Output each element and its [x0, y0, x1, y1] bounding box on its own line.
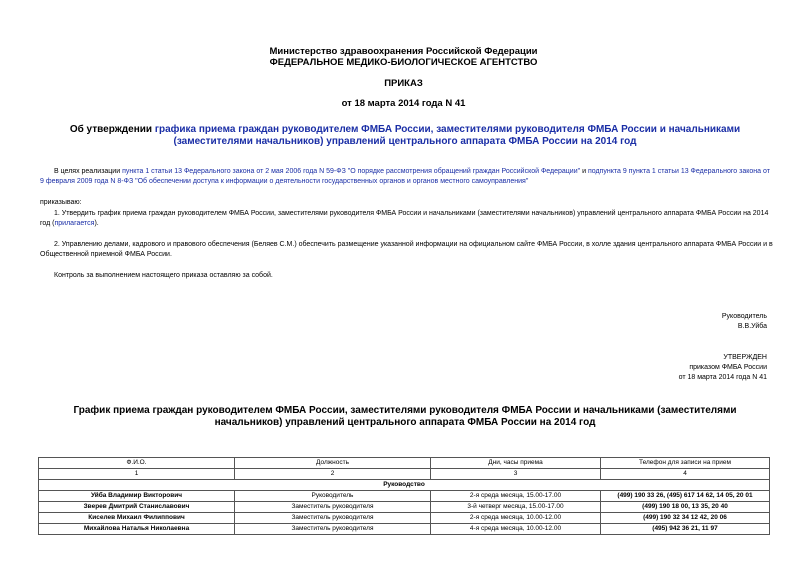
table-row [39, 502, 770, 513]
preamble-link-1[interactable]: пункта 1 статьи 13 Федерального закона от 2 мая 2006 года N 59-ФЗ "О порядке рассмотрения обращений граждан Российской Федерации" [122, 168, 581, 175]
title-link[interactable]: графика приема граждан руководителем ФМБА России, заместителями руководителя ФМБА России и начальниками (заместителями начальников) управлений центрального аппарата ФМБА России на 2014 год [154, 124, 741, 147]
header-cell: Должность [235, 458, 431, 469]
title-prefix: Об утверждении [69, 124, 155, 135]
table-section-row [39, 480, 770, 491]
name-cell: Зверев Дмитрий Станиславович [39, 502, 235, 513]
schedule-table [38, 457, 770, 535]
preamble-link-2[interactable]: подпункта 9 пункта 1 статьи 13 Федерального закона от 9 февраля 2009 года N 8-ФЗ "Об обеспечении доступа к информации о деятельности государственных органов и органов местного самоуправления" [40, 168, 770, 185]
name-cell: Михайлова Наталья Николаевна [39, 524, 235, 535]
signature-name: В.В.Уйба [737, 323, 767, 330]
phone-cell: (499) 190 32 34 12 42, 20 06 [601, 513, 770, 524]
order-title [60, 124, 750, 148]
position-cell: Руководитель [235, 491, 431, 502]
table-row [39, 491, 770, 502]
header-cell: Телефон для записи на прием [601, 458, 770, 469]
phone-cell: (495) 942 36 21, 11 97 [601, 524, 770, 535]
number-cell: 2 [235, 469, 431, 480]
doc-date-number: от 18 марта 2014 года N 41 [341, 98, 466, 109]
number-cell: 1 [39, 469, 235, 480]
order-item-1 [40, 209, 775, 229]
section-cell: Руководство [39, 480, 770, 491]
hours-cell: 2-я среда месяца, 10.00-12.00 [431, 513, 601, 524]
header-cell: Дни, часы приема [431, 458, 601, 469]
hours-cell: 4-я среда месяца, 10.00-12.00 [431, 524, 601, 535]
table-number-row [39, 469, 770, 480]
phone-cell: (499) 190 18 00, 13 35, 20 40 [601, 502, 770, 513]
item1-text: 1. Утвердить график приема граждан руководителем ФМБА России, заместителями руководителя ФМБА России и начальниками (заместителями начальников) управлений центрального аппарата ФМБА России на 2014 год ( [40, 210, 769, 227]
item1-attachment-link[interactable]: прилагается [54, 220, 95, 227]
approval-line-1: УТВЕРЖДЕН [723, 354, 767, 361]
schedule-title: График приема граждан руководителем ФМБА России, заместителями руководителя ФМБА России и начальниками (заместителями начальников) управлений центрального аппарата ФМБА России на 2014 год [73, 405, 737, 428]
approval-line-3: от 18 марта 2014 года N 41 [678, 374, 767, 381]
order-item-2: 2. Управлению делами, кадрового и правового обеспечения (Беляев С.М.) обеспечить размещение указанной информации на официальном сайте ФМБА России, в холле здания центрального аппарата ФМБА России и в Общественной приемной ФМБА России. [40, 241, 773, 258]
preamble-text-2: и [580, 168, 588, 175]
hours-cell: 2-я среда месяца, 15.00-17.00 [431, 491, 601, 502]
ministry-name: Министерство здравоохранения Российской Федерации [269, 46, 538, 57]
signature-role: Руководитель [721, 313, 767, 320]
agency-name: ФЕДЕРАЛЬНОЕ МЕДИКО-БИОЛОГИЧЕСКОЕ АГЕНТСТВО [269, 57, 538, 68]
position-cell: Заместитель руководителя [235, 513, 431, 524]
position-cell: Заместитель руководителя [235, 502, 431, 513]
control-paragraph: Контроль за выполнением настоящего приказа оставляю за собой. [54, 272, 273, 279]
approval-line-2: приказом ФМБА России [689, 364, 767, 371]
position-cell: Заместитель руководителя [235, 524, 431, 535]
number-cell: 3 [431, 469, 601, 480]
preamble-text-1: В целях реализации [54, 168, 123, 175]
order-word: приказываю: [40, 199, 82, 206]
doc-type: ПРИКАЗ [384, 78, 423, 89]
hours-cell: 3-й четверг месяца, 15.00-17.00 [431, 502, 601, 513]
item1-end: ). [94, 220, 99, 227]
table-header-row [39, 458, 770, 469]
name-cell: Киселев Михаил Филиппович [39, 513, 235, 524]
number-cell: 4 [601, 469, 770, 480]
phone-cell: (499) 190 33 26, (495) 617 14 62, 14 05, 20 01 [601, 491, 770, 502]
name-cell: Уйба Владимир Викторович [39, 491, 235, 502]
table-row [39, 524, 770, 535]
preamble-paragraph [40, 167, 775, 187]
table-row [39, 513, 770, 524]
header-cell: Ф.И.О. [39, 458, 235, 469]
